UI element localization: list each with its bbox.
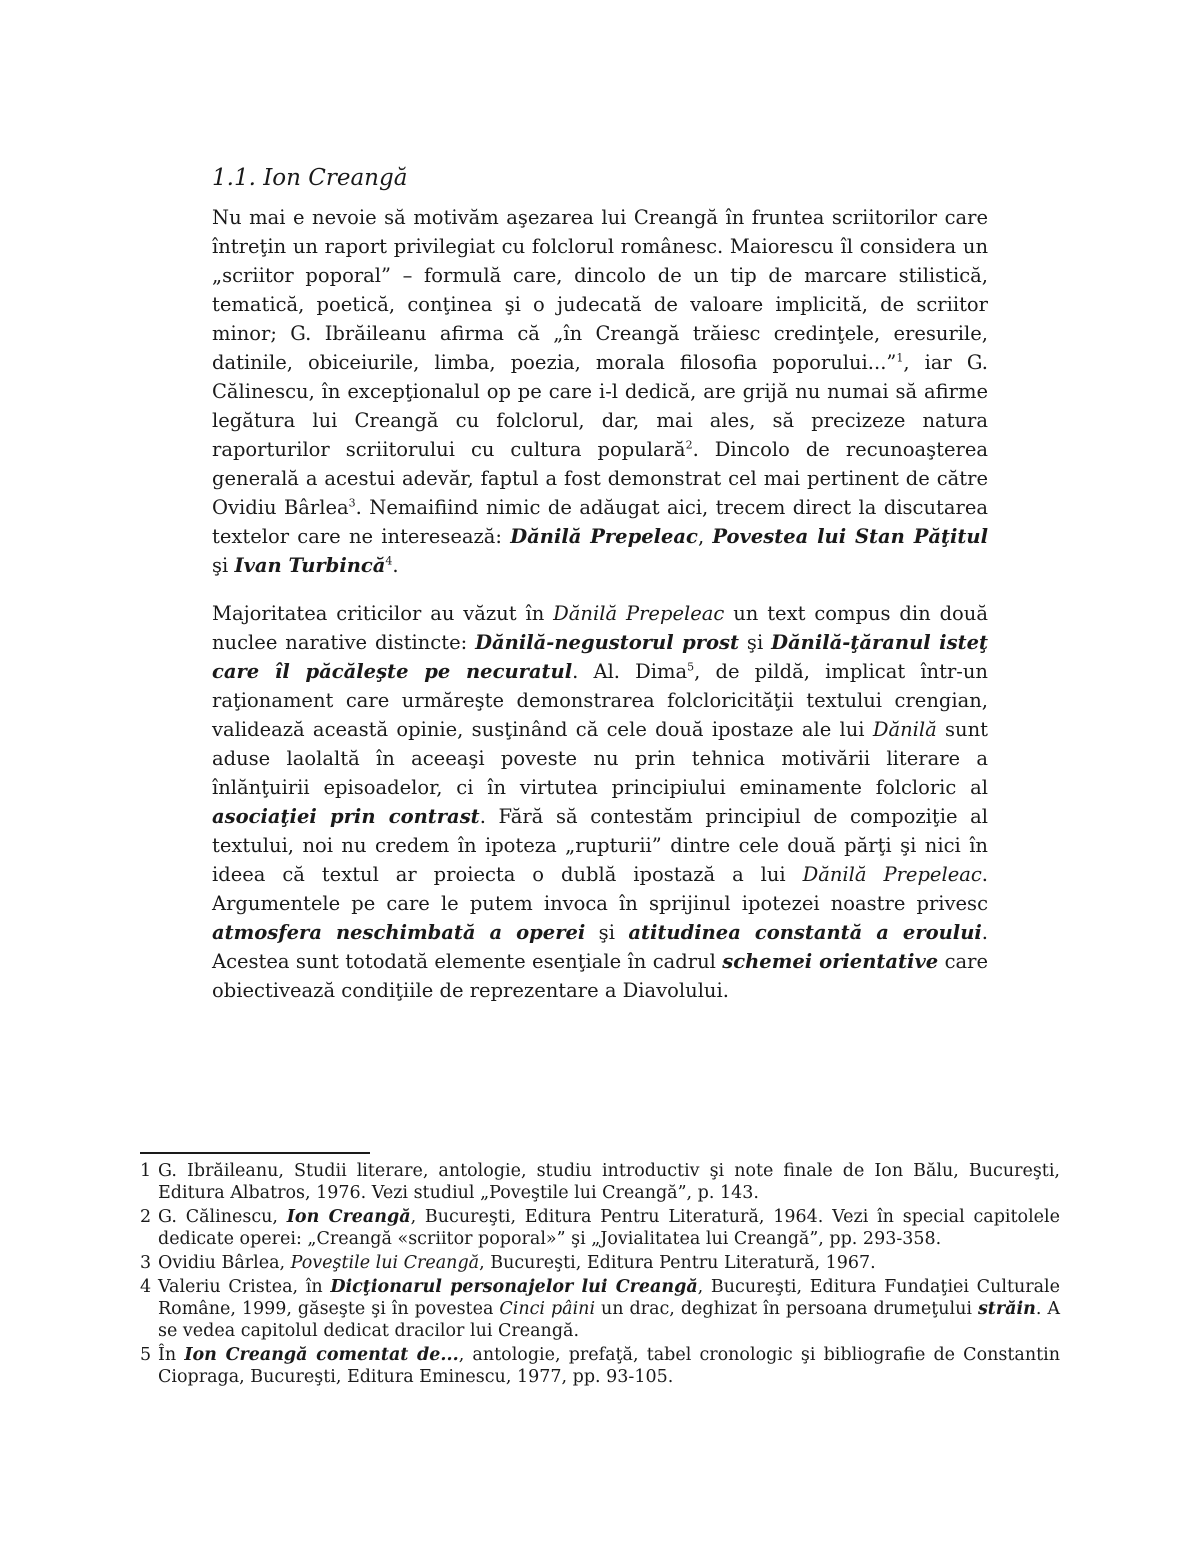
footnote-2: 2 G. Călinescu, Ion Creangă, Bucureşti, Editura Pentru Literatură, 1964. Vezi în special capitolele dedicate operei: „Creangă «scriitor poporal»” şi „Jovialitatea lui Creangă”, pp. 293-358. [140, 1207, 1060, 1249]
paragraph-1: Nu mai e nevoie să motivăm aşezarea lui Creangă în fruntea scriitorilor care întreţin un raport privilegiat cu folclorul românesc. Maiorescu îl considera un „scriitor poporal” – formulă care, dincolo de un tip de marcare stilistică, tematică, poetică, conţinea şi o judecată de valoare implicită, de scriitor minor; G. Ibrăileanu afirma că „în Creangă trăiesc credinţele, eresurile, datinile, obiceiurile, limba, poezia, morala filosofia poporului...”$^1$, iar G. Călinescu, în excepţionalul op pe care i-l dedică, are grijă nu numai să afirme legătura lui Creangă cu folclorul, dar, mai ales, să precizeze natura raporturilor scriitorului cu cultura populară$^2$. Dincolo de recunoaşterea generală a acestui adevăr, faptul a fost demonstrat cel mai pertinent de către Ovidiu Bârlea$^3$. Nemaifiind nimic de adăugat aici, trecem direct la discutarea textelor care ne interesează: Dănilă Prepeleac, Povestea lui Stan Păţitul şi Ivan Turbincă$^4$. [212, 206, 989, 577]
footnote-3: 3 Ovidiu Bârlea, Poveştile lui Creangă, Bucureşti, Editura Pentru Literatură, 1967. [140, 1253, 876, 1273]
section-heading: 1.1. Ion Creangă [212, 165, 408, 191]
emphasis: Dănilă Prepeleac [510, 525, 698, 548]
emphasis: schemei orientative [722, 950, 939, 973]
italic-text: Dănilă Prepeleac [553, 602, 725, 625]
footnote-separator [140, 1152, 370, 1154]
emphasis: atitudinea constantă a eroului [628, 921, 982, 944]
emphasis: Dănilă-ţăranul isteţ care îl păcăleşte pe necuratul [212, 631, 988, 683]
footnote-number: 1 [140, 1161, 152, 1181]
emphasis: Dicţionarul personajelor lui Creangă [330, 1277, 698, 1297]
italic-text: Dănilă Prepeleac [802, 863, 982, 886]
emphasis: Ion Creangă [286, 1207, 411, 1227]
body-text [212, 203, 988, 1005]
footnote-ref-1[interactable]: 1 [896, 351, 904, 365]
footnote-number: 3 [140, 1253, 152, 1273]
emphasis: Ion Creangă comentat de... [184, 1345, 459, 1365]
footnotes [140, 1160, 1060, 1390]
emphasis: străin [977, 1299, 1036, 1319]
footnote-number: 4 [140, 1277, 152, 1297]
emphasis: atmosfera neschimbată a operei [212, 921, 586, 944]
paragraph-2: Majoritatea criticilor au văzut în Dănilă Prepeleac un text compus din două nuclee narative distincte: Dănilă-negustorul prost şi Dănilă-ţăranul isteţ care îl păcăleşte pe necuratul. Al. Dima$^5$, de pildă, implicat într-un raţionament care urmăreşte demonstrarea folcloricităţii textului crengian, validează această opinie, susţinând că cele două ipostaze ale lui Dănilă sunt aduse laolaltă în aceeaşi poveste nu prin tehnica motivării literare a înlănţuirii episoadelor, ci în virtutea principiului eminamente folcloric al asociaţiei prin contrast. Fără să contestăm principiul de compoziţie al textului, noi nu credem în ipoteza „rupturii” dintre cele două părţi şi nici în ideea că textul ar proiecta o dublă ipostază a lui Dănilă Prepeleac. Argumentele pe care le putem invoca în sprijinul ipotezei noastre privesc atmosfera neschimbată a operei şi atitudinea constantă a eroului. Acestea sunt totodată elemente esenţiale în cadrul schemei orientative care obiectivează condiţiile de reprezentare a Diavolului. [212, 602, 988, 1002]
footnote-number: 2 [140, 1207, 152, 1227]
footnote-ref-3[interactable]: 3 [348, 496, 356, 510]
emphasis: Ivan Turbincă [234, 554, 386, 577]
italic-text: Cinci pâini [499, 1299, 596, 1319]
emphasis: Dănilă-negustorul prost [475, 631, 740, 654]
footnote-1: 1 G. Ibrăileanu, Studii literare, antologie, studiu introductiv şi note finale de Ion Bălu, Bucureşti, Editura Albatros, 1976. Vezi studiul „Poveştile lui Creangă”, p. 143. [140, 1161, 1060, 1203]
footnote-5: 5 În Ion Creangă comentat de..., antologie, prefaţă, tabel cronologic şi bibliografie de Constantin Ciopraga, Bucureşti, Editura Eminescu, 1977, pp. 93-105. [140, 1345, 1060, 1387]
emphasis: asociaţiei prin contrast [212, 805, 480, 828]
italic-text: Poveştile lui Creangă [290, 1253, 480, 1273]
footnote-ref-5[interactable]: 5 [687, 660, 695, 674]
footnote-ref-4[interactable]: 4 [385, 554, 393, 568]
emphasis: Povestea lui Stan Păţitul [712, 525, 989, 548]
footnote-ref-2[interactable]: 2 [685, 438, 693, 452]
footnote-4: 4 Valeriu Cristea, în Dicţionarul personajelor lui Creangă, Bucureşti, Editura Fundaţiei Culturale Române, 1999, găseşte şi în povestea Cinci pâini un drac, deghizat în persoana drumeţului străin. A se vedea capitolul dedicat dracilor lui Creangă. [140, 1277, 1060, 1341]
italic-text: Dănilă [872, 718, 937, 741]
footnote-number: 5 [140, 1345, 152, 1365]
